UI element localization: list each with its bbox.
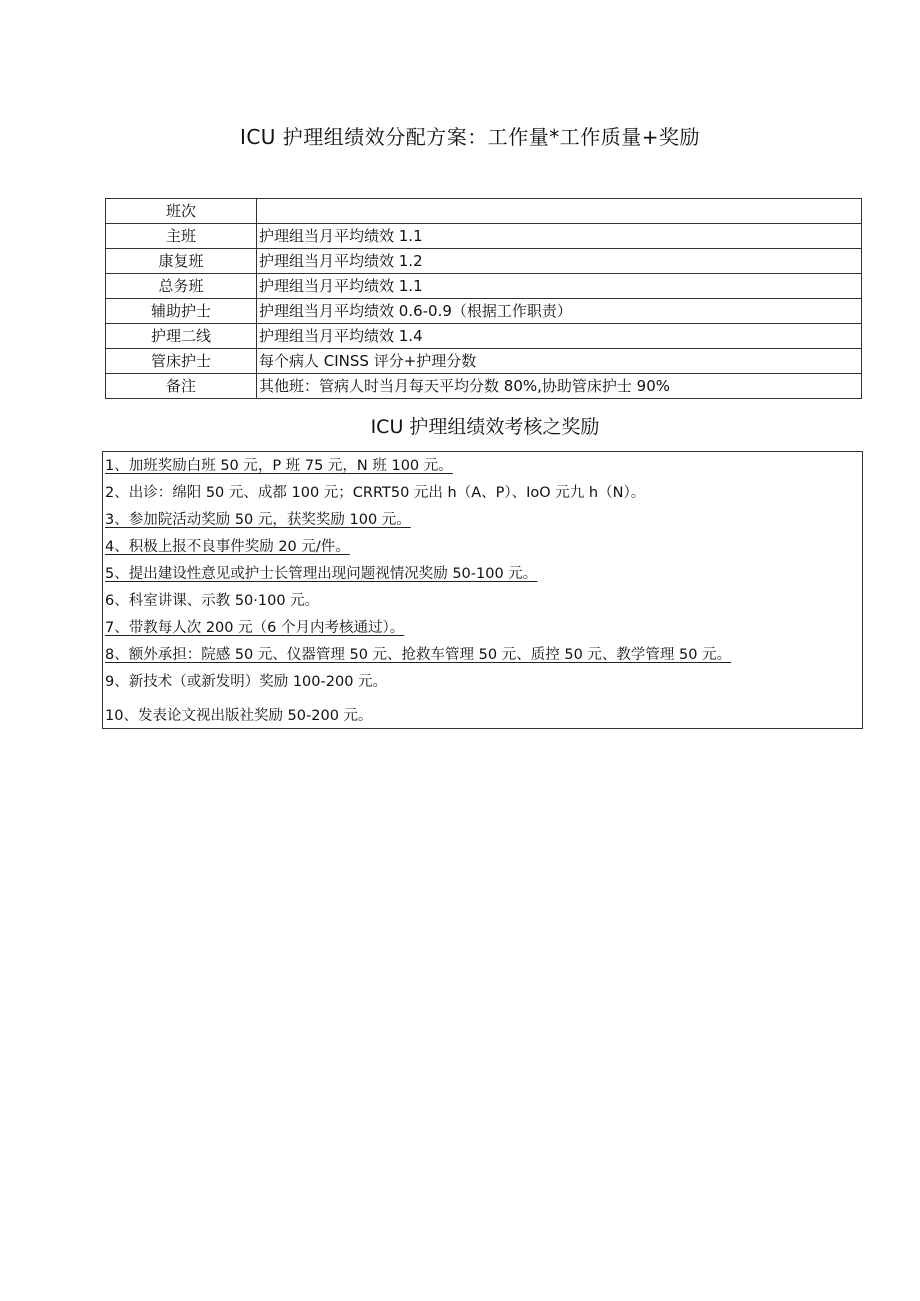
table-row bbox=[106, 199, 862, 224]
shift-cell: 班次 bbox=[106, 199, 257, 224]
performance-cell: 护理组当月平均绩效 1.1 bbox=[257, 224, 862, 249]
shift-cell: 总务班 bbox=[106, 274, 257, 299]
rewards-section-title: ICU 护理组绩效考核之奖励 bbox=[370, 416, 600, 438]
shift-cell: 备注 bbox=[106, 374, 257, 399]
list-item: 5、提出建设性意见或护士长管理出现问题视情况奖励 50-100 元。 bbox=[105, 566, 538, 582]
table-row bbox=[106, 349, 862, 374]
table-row bbox=[106, 224, 862, 249]
table-row bbox=[106, 249, 862, 274]
table-row bbox=[106, 374, 862, 399]
shift-cell: 护理二线 bbox=[106, 324, 257, 349]
list-item: 2、出诊：绵阳 50 元、成都 100 元；CRRT50 元出 h（A、P）、IoO 元九 h（N）。 bbox=[105, 485, 646, 501]
list-item: 8、额外承担：院感 50 元、仪器管理 50 元、抢救车管理 50 元、质控 50 元、教学管理 50 元。 bbox=[105, 647, 732, 663]
list-item: 10、发表论文视出版社奖励 50-200 元。 bbox=[105, 708, 373, 724]
table-row bbox=[106, 299, 862, 324]
list-item: 6、科室讲课、示教 50·100 元。 bbox=[105, 593, 320, 609]
performance-cell: 护理组当月平均绩效 1.2 bbox=[257, 249, 862, 274]
shift-cell: 康复班 bbox=[106, 249, 257, 274]
shift-cell: 辅助护士 bbox=[106, 299, 257, 324]
shift-performance-table bbox=[105, 198, 862, 399]
performance-cell: 护理组当月平均绩效 1.1 bbox=[257, 274, 862, 299]
table-row bbox=[106, 274, 862, 299]
performance-cell: 其他班：管病人时当月每天平均分数 80%,协助管床护士 90% bbox=[257, 374, 862, 399]
table-row bbox=[106, 324, 862, 349]
list-item: 1、加班奖励白班 50 元，P 班 75 元，N 班 100 元。 bbox=[105, 458, 453, 474]
performance-cell: 护理组当月平均绩效 0.6-0.9（根据工作职责） bbox=[257, 299, 862, 324]
performance-cell bbox=[257, 199, 862, 224]
shift-cell: 主班 bbox=[106, 224, 257, 249]
rewards-box bbox=[102, 451, 863, 729]
shift-cell: 管床护士 bbox=[106, 349, 257, 374]
list-item: 9、新技术（或新发明）奖励 100-200 元。 bbox=[105, 674, 388, 690]
list-item: 4、积极上报不良事件奖励 20 元/件。 bbox=[105, 539, 350, 555]
performance-cell: 每个病人 CINSS 评分+护理分数 bbox=[257, 349, 862, 374]
page-title: ICU 护理组绩效分配方案：工作量*工作质量+奖励 bbox=[239, 125, 701, 149]
list-item: 7、带教每人次 200 元（6 个月内考核通过）。 bbox=[105, 620, 405, 636]
list-item: 3、参加院活动奖励 50 元，获奖奖励 100 元。 bbox=[105, 512, 411, 528]
performance-cell: 护理组当月平均绩效 1.4 bbox=[257, 324, 862, 349]
